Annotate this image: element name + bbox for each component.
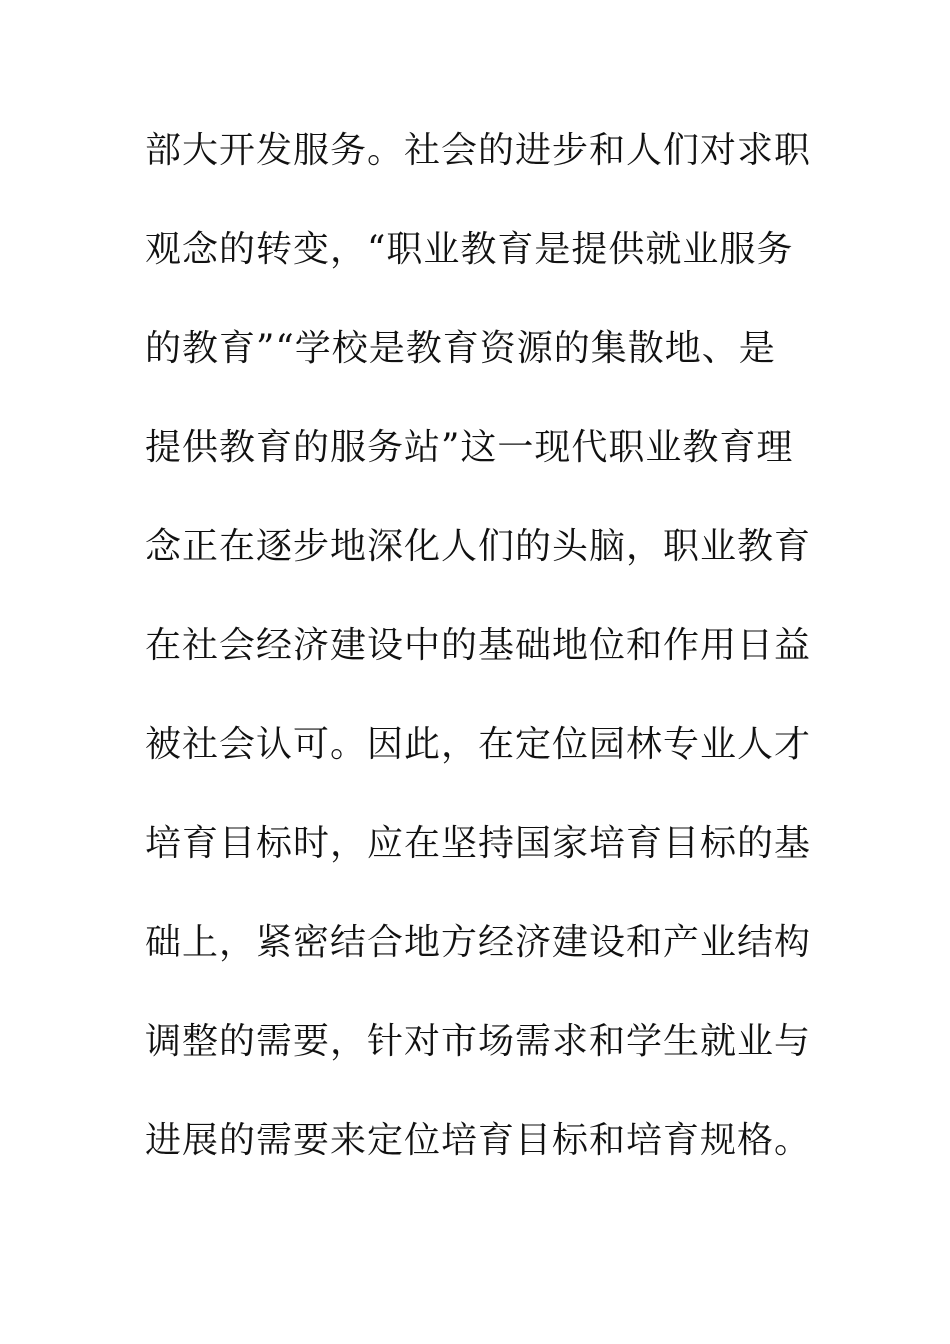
body-paragraph [145, 125, 815, 1214]
text-line: 观念的转变，“职业教育是提供就业服务 [145, 229, 794, 270]
text-line: 的教育”“学校是教育资源的集散地、是 [145, 328, 776, 369]
text-line: 进展的需要来定位培育目标和培育规格。 [145, 1120, 812, 1161]
text-line: 部大开发服务。社会的进步和人们对求职 [145, 130, 812, 171]
text-line: 被社会认可。因此，在定位园林专业人才 [145, 724, 812, 765]
text-line: 础上，紧密结合地方经济建设和产业结构 [145, 922, 812, 963]
text-line: 调整的需要，针对市场需求和学生就业与 [145, 1021, 812, 1062]
text-line: 在社会经济建设中的基础地位和作用日益 [145, 625, 812, 666]
text-line: 念正在逐步地深化人们的头脑，职业教育 [145, 526, 812, 567]
text-line: 提供教育的服务站”这一现代职业教育理 [145, 427, 794, 468]
text-line: 培育目标时，应在坚持国家培育目标的基 [145, 823, 812, 864]
